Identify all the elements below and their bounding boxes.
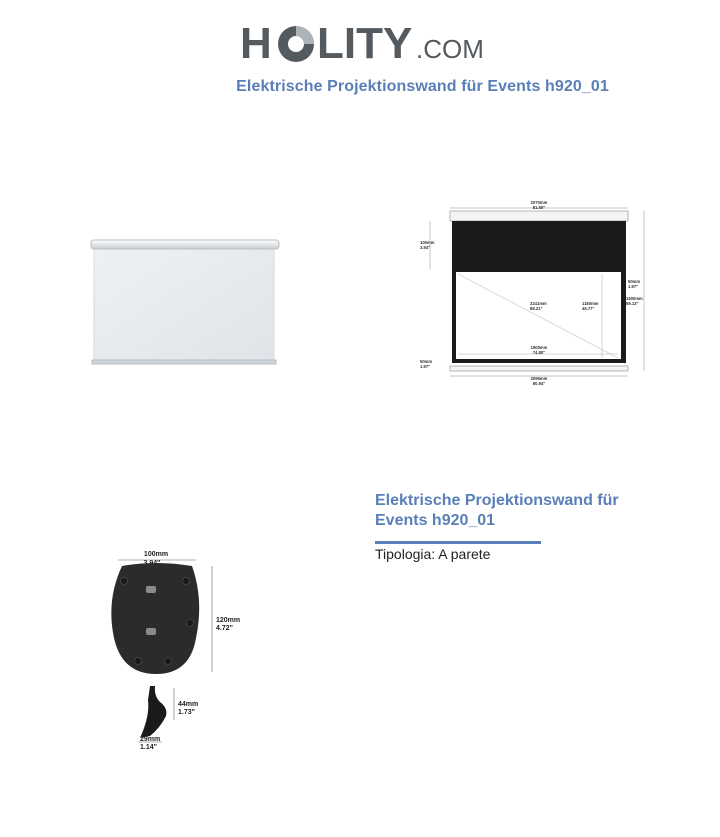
screen-case xyxy=(91,240,279,249)
side-mm: 50mm xyxy=(628,279,641,284)
holity-logo[interactable] xyxy=(240,18,490,70)
bracket-width-mm: 100mm xyxy=(143,551,169,558)
logo-letter-h: H xyxy=(240,19,272,68)
height-in: 59.13" xyxy=(626,301,639,306)
product-photo[interactable] xyxy=(88,236,284,368)
view-w-mm: 1900mm xyxy=(530,345,548,350)
clip-profile xyxy=(140,686,166,738)
view-w-in: 74.80" xyxy=(532,350,546,355)
drop-in: 3.94" xyxy=(420,245,431,250)
screen-bottom-bar xyxy=(92,360,276,364)
product-title: Elektrische Projektionswand für Events h920_01 xyxy=(375,492,619,529)
logo-letters-lity: LITY xyxy=(317,19,413,68)
product-type: Tipologia: A parete xyxy=(375,546,491,562)
page-title: Elektrische Projektionswand für Events h920_01 xyxy=(236,78,609,95)
height-mm: 1500mm xyxy=(626,296,643,301)
bottom-in: 1.97" xyxy=(420,364,431,369)
top-width-mm: 2070mm xyxy=(530,200,548,205)
drop-mm: 100mm xyxy=(420,240,435,245)
bracket-height-in: 4.72" xyxy=(216,625,233,632)
title-underline xyxy=(375,541,541,544)
drawing-black-drop xyxy=(452,221,626,269)
drawing-bottom-bar xyxy=(450,366,628,371)
logo-circle-icon xyxy=(278,26,314,62)
bracket-height-mm: 120mm xyxy=(216,617,241,624)
dimension-drawing[interactable] xyxy=(418,196,650,388)
bottom-width-mm: 2096mm xyxy=(530,376,548,381)
bracket-drawing[interactable] xyxy=(100,546,250,756)
diag-mm: 2241mm xyxy=(530,301,547,306)
clip-h-mm: 44mm xyxy=(178,701,199,708)
view-h-in: 46.77" xyxy=(582,306,595,311)
side-in: 1.97" xyxy=(628,284,639,289)
screen-surface xyxy=(94,246,274,362)
view-h-mm: 1180mm xyxy=(582,301,599,306)
top-width-in: 81.50" xyxy=(532,205,546,210)
bottom-mm: 50mm xyxy=(420,359,433,364)
clip-w-mm: 29mm xyxy=(140,736,161,743)
drawing-case xyxy=(450,211,628,221)
clip-w-in: 1.14" xyxy=(140,744,157,751)
diag-in: 88.21" xyxy=(530,306,543,311)
clip-h-in: 1.73" xyxy=(178,709,195,716)
logo-com: .COM xyxy=(416,34,484,64)
bottom-width-in: 80.94" xyxy=(532,381,546,386)
